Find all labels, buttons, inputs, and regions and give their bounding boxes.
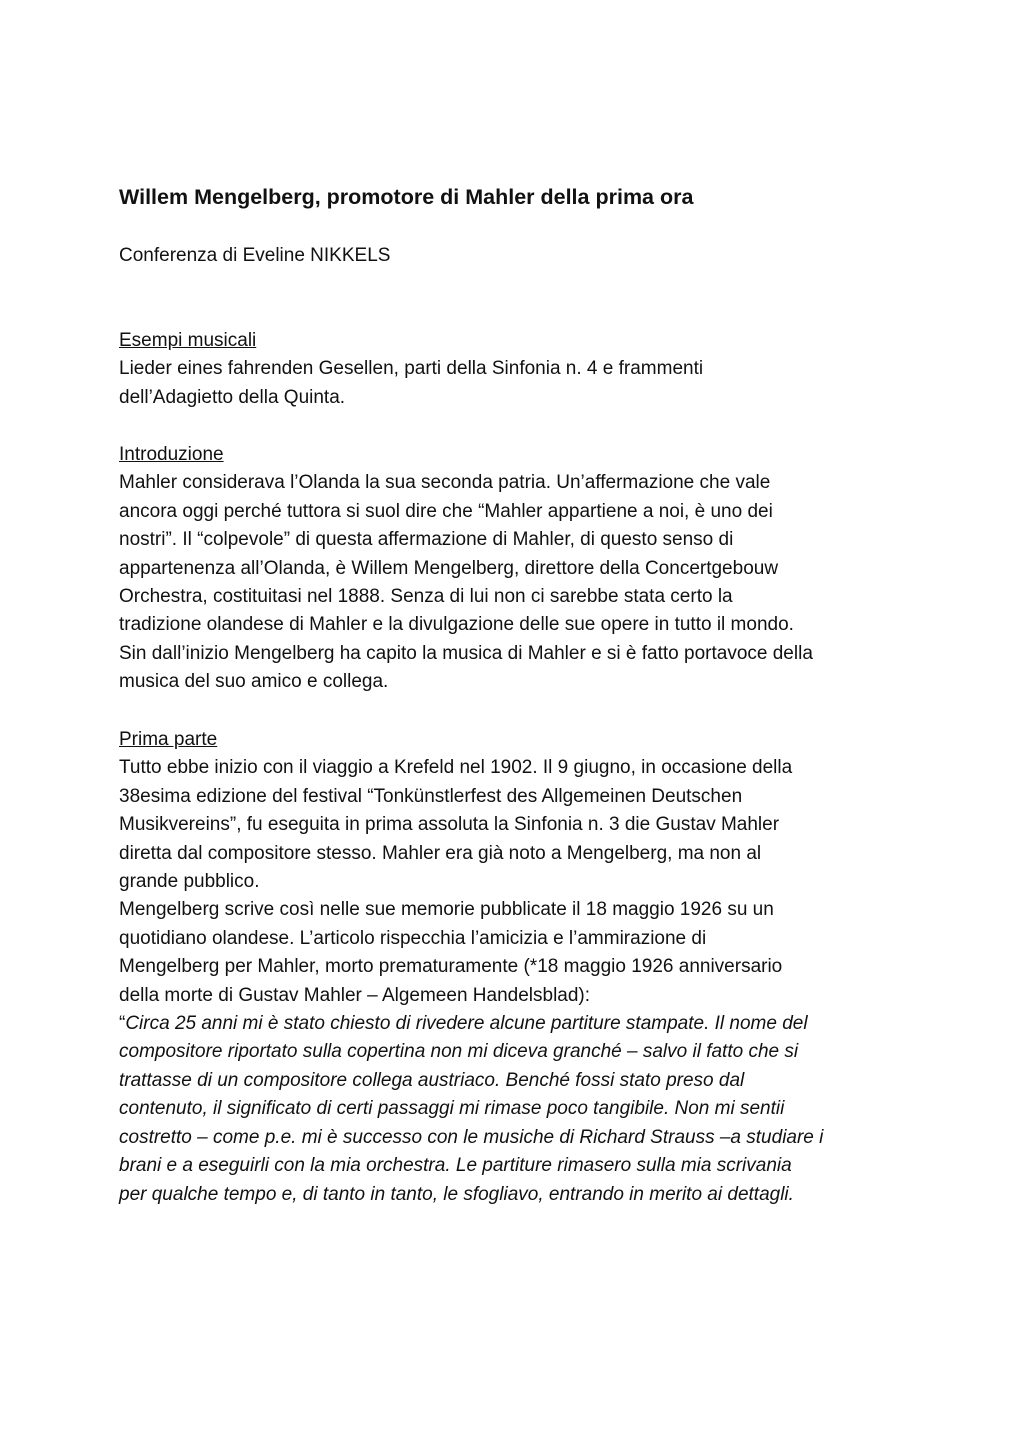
paragraph-line: Orchestra, costituitasi nel 1888. Senza di lui non ci sarebbe stata certo la xyxy=(119,586,733,608)
section-esempi-musicali xyxy=(119,327,919,412)
paragraph-line: Mengelberg per Mahler, morto prematuramente (*18 maggio 1926 anniversario xyxy=(119,956,783,978)
subtitle-text: Conferenza di Eveline NIKKELS xyxy=(119,245,391,266)
paragraph-line: grande pubblico. xyxy=(119,871,260,893)
section-prima-parte xyxy=(119,726,919,1209)
paragraph-line: ancora oggi perché tuttora si suol dire che “Mahler appartiene a noi, è uno dei xyxy=(119,500,773,522)
quote-line: brani e a eseguirli con la mia orchestra. Le partiture rimasero sulla mia scrivania xyxy=(119,1155,792,1177)
paragraph-line: Tutto ebbe inizio con il viaggio a Krefeld nel 1902. Il 9 giugno, in occasione della xyxy=(119,757,793,779)
paragraph-line: nostri”. Il “colpevole” di questa affermazione di Mahler, di questo senso di xyxy=(119,529,734,551)
paragraph-line: appartenenza all’Olanda, è Willem Mengelberg, direttore della Concertgebouw xyxy=(119,557,779,579)
section-heading: Esempi musicali xyxy=(119,330,257,351)
paragraph-line: Musikvereins”, fu eseguita in prima assoluta la Sinfonia n. 3 die Gustav Mahler xyxy=(119,814,780,836)
paragraph-line: Lieder eines fahrenden Gesellen, parti della Sinfonia n. 4 e frammenti xyxy=(119,358,704,380)
document-title: Willem Mengelberg, promotore di Mahler della prima ora xyxy=(119,185,694,209)
paragraph-line: musica del suo amico e collega. xyxy=(119,671,389,693)
paragraph-line: della morte di Gustav Mahler – Algemeen Handelsblad): xyxy=(119,984,591,1006)
quote-line: compositore riportato sulla copertina non mi diceva granché – salvo il fatto che si xyxy=(119,1041,799,1063)
section-introduzione xyxy=(119,441,919,697)
quote-line: per qualche tempo e, di tanto in tanto, le sfogliavo, entrando in merito ai dettagli. xyxy=(119,1183,794,1205)
quote-line: trattasse di un compositore collega austriaco. Benché fossi stato preso dal xyxy=(119,1069,745,1091)
quote-line: contenuto, il significato di certi passaggi mi rimase poco tangibile. Non mi sentii xyxy=(119,1098,785,1120)
paragraph-line: tradizione olandese di Mahler e la divulgazione delle sue opere in tutto il mondo. xyxy=(119,614,794,636)
document-subtitle xyxy=(119,242,919,270)
section-heading: Introduzione xyxy=(119,444,224,465)
paragraph-line: dell’Adagietto della Quinta. xyxy=(119,386,346,408)
paragraph-line: quotidiano olandese. L’articolo rispecchia l’amicizia e l’ammirazione di xyxy=(119,927,707,949)
quote-open-mark: “ xyxy=(119,1013,126,1035)
quote-line: costretto – come p.e. mi è successo con le musiche di Richard Strauss –a studiare i xyxy=(119,1126,824,1148)
paragraph-line: Mahler considerava l’Olanda la sua seconda patria. Un’affermazione che vale xyxy=(119,472,771,494)
paragraph-line: diretta dal compositore stesso. Mahler era già noto a Mengelberg, ma non al xyxy=(119,842,762,864)
section-heading: Prima parte xyxy=(119,729,218,750)
paragraph-line: 38esima edizione del festival “Tonkünstlerfest des Allgemeinen Deutschen xyxy=(119,785,743,807)
paragraph-line: Sin dall’inizio Mengelberg ha capito la musica di Mahler e si è fatto portavoce della xyxy=(119,642,813,664)
quote-line xyxy=(119,1010,919,1038)
paragraph-line: Mengelberg scrive così nelle sue memorie pubblicate il 18 maggio 1926 su un xyxy=(119,899,774,921)
quote-text: Circa 25 anni mi è stato chiesto di rivedere alcune partiture stampate. Il nome del xyxy=(125,1013,808,1035)
